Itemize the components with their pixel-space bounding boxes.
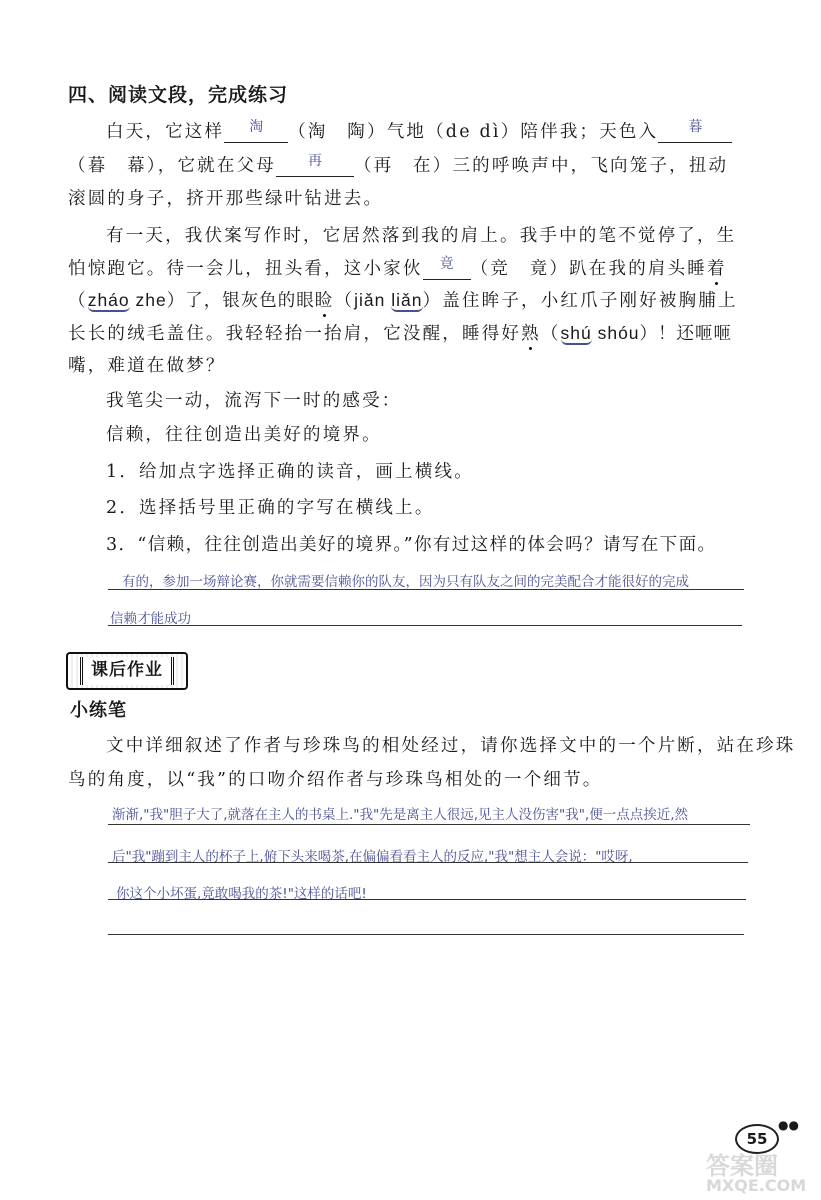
answer-blank bbox=[224, 119, 288, 143]
answer-blank bbox=[276, 153, 354, 177]
paragraph-line: 信赖，往往创造出美好的境界。 bbox=[106, 425, 382, 445]
paragraph-line: 有一天，我伏案写作时，它居然落到我的肩上。我手中的笔不觉停了，生 bbox=[106, 226, 737, 246]
page-number: 55 bbox=[735, 1124, 779, 1154]
prompt-line: 鸟的角度，以“我”的口吻介绍作者与珍珠鸟相处的一个细节。 bbox=[68, 770, 603, 790]
homework-badge-label: 课后作业 bbox=[80, 657, 174, 685]
paragraph-line: 白天，它这样 淘 （淘 陶）气地（de dì）陪伴我；天色入 暮 bbox=[106, 118, 732, 143]
underlined-pinyin: shú bbox=[560, 323, 592, 343]
watermark-logo: 答案圈 bbox=[706, 1152, 778, 1180]
paragraph-line: 滚圆的身子，挤开那些绿叶钻进去。 bbox=[68, 189, 384, 209]
paragraph-line: 长长的绒毛盖住。我轻轻抬一抬肩，它没醒，睡得好熟（shú shóu）！还咂咂 bbox=[68, 323, 733, 344]
paragraph-line: 怕惊跑它。待一会儿，扭头看，这小家伙 竟 （竞 竟）趴在我的肩头睡着 bbox=[68, 255, 727, 280]
handwritten-answer: 信赖才能成功 bbox=[110, 611, 191, 627]
writing-line bbox=[108, 824, 750, 825]
writing-line bbox=[108, 899, 746, 900]
handwritten-answer: 后"我"蹦到主人的杯子上,俯下头来喝茶,在偏偏看看主人的反应,"我"想主人会说："哎呀, bbox=[112, 849, 633, 865]
writing-line bbox=[108, 862, 748, 863]
paragraph-line: （zháo zhe）了，银灰色的眼睑（jiǎn liǎn）盖住眸子，小红爪子刚好被胸脯上 bbox=[68, 290, 738, 311]
paragraph-line: 嘴，难道在做梦？ bbox=[68, 356, 226, 376]
handwritten-answer: 竟 bbox=[439, 256, 454, 272]
paragraph-line: 我笔尖一动，流泻下一时的感受： bbox=[106, 391, 402, 411]
homework-badge bbox=[66, 652, 188, 690]
dotted-char: 着 bbox=[707, 259, 727, 279]
question-3: 3．“信赖，往往创造出美好的境界。”你有过这样的体会吗？请写在下面。 bbox=[106, 535, 717, 555]
answer-blank bbox=[423, 256, 471, 280]
watermark-url: MXQE.COM bbox=[706, 1176, 807, 1195]
writing-line bbox=[108, 589, 744, 590]
section-heading: 四、阅读文段，完成练习 bbox=[68, 84, 289, 106]
handwritten-answer: 暮 bbox=[688, 119, 703, 135]
dotted-char: 睑 bbox=[314, 291, 335, 311]
dotted-char: 熟 bbox=[521, 324, 541, 344]
subtitle: 小练笔 bbox=[70, 700, 127, 721]
writing-line bbox=[108, 934, 744, 935]
prompt-line: 文中详细叙述了作者与珍珠鸟的相处经过，请你选择文中的一个片断，站在珍珠 bbox=[106, 736, 796, 756]
handwritten-answer: 淘 bbox=[249, 119, 264, 135]
underlined-pinyin: zháo bbox=[87, 290, 130, 310]
bird-icon: ●● bbox=[778, 1118, 799, 1132]
handwritten-answer: 你这个小坏蛋,竟敢喝我的茶!"这样的话吧! bbox=[116, 886, 367, 902]
underlined-pinyin: liǎn bbox=[391, 290, 423, 310]
paragraph-line: （暮 幕），它就在父母 再 （再 在）三的呼唤声中，飞向笼子，扭动 bbox=[68, 152, 728, 177]
writing-line bbox=[108, 625, 742, 626]
handwritten-answer: 再 bbox=[307, 153, 322, 169]
handwritten-answer: 有的，参加一场辩论赛，你就需要信赖你的队友，因为只有队友之间的完美配合才能很好的完成 bbox=[122, 574, 689, 590]
handwritten-answer: 渐渐,"我"胆子大了,就落在主人的书桌上."我"先是离主人很远,见主人没伤害"我",便一点点挨近,然 bbox=[112, 807, 689, 823]
answer-blank bbox=[658, 119, 732, 143]
question-2: 2．选择括号里正确的字写在横线上。 bbox=[106, 498, 435, 518]
question-1: 1．给加点字选择正确的读音，画上横线。 bbox=[106, 462, 474, 482]
